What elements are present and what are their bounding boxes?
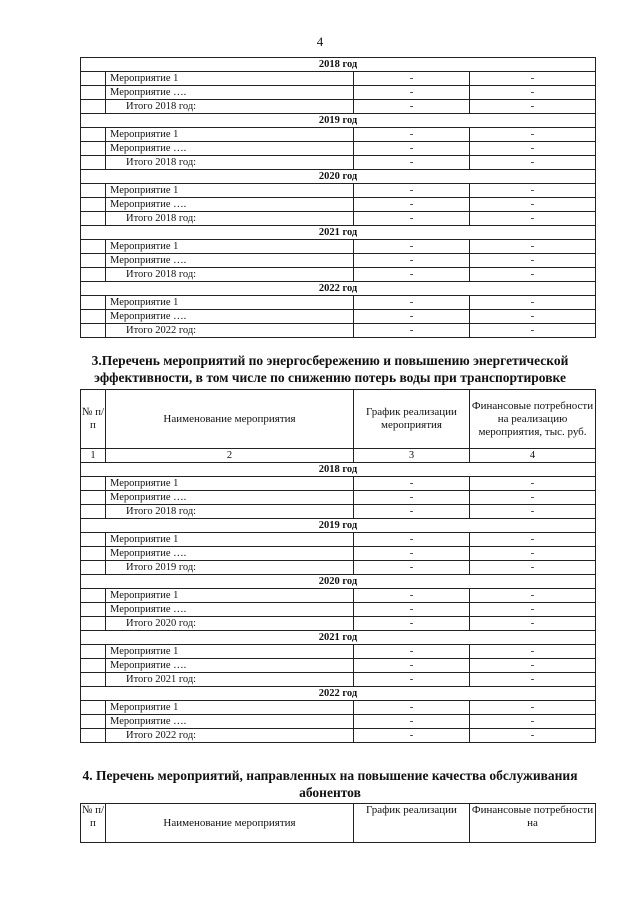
row-number-cell: [81, 603, 106, 617]
total-row: [81, 212, 596, 226]
year-row: [81, 114, 596, 128]
measure-name: Мероприятие 1: [106, 296, 354, 310]
financial-cell: -: [470, 673, 596, 687]
schedule-cell: -: [354, 491, 470, 505]
row-number-cell: [81, 184, 106, 198]
schedule-cell: -: [354, 86, 470, 100]
table-row: [81, 310, 596, 324]
table-row: [81, 701, 596, 715]
schedule-cell: -: [354, 561, 470, 575]
total-label: Итого 2020 год:: [106, 617, 354, 631]
row-number-cell: [81, 128, 106, 142]
col-index-2: 2: [106, 449, 354, 463]
schedule-cell: -: [354, 128, 470, 142]
row-number-cell: [81, 310, 106, 324]
total-row: [81, 324, 596, 338]
row-number-cell: [81, 533, 106, 547]
year-row: [81, 519, 596, 533]
table-row: [81, 198, 596, 212]
measure-name: Мероприятие ….: [106, 603, 354, 617]
schedule-cell: -: [354, 617, 470, 631]
table-row: [81, 547, 596, 561]
year-label: 2018 год: [81, 463, 596, 477]
row-number-cell: [81, 212, 106, 226]
financial-cell: -: [470, 310, 596, 324]
financial-cell: -: [470, 100, 596, 114]
measure-name: Мероприятие 1: [106, 72, 354, 86]
schedule-cell: -: [354, 254, 470, 268]
total-label: Итого 2022 год:: [106, 324, 354, 338]
row-number-cell: [81, 715, 106, 729]
financial-cell: -: [470, 645, 596, 659]
financial-cell: -: [470, 561, 596, 575]
row-number-cell: [81, 268, 106, 282]
schedule-cell: -: [354, 198, 470, 212]
row-number-cell: [81, 547, 106, 561]
measure-name: Мероприятие ….: [106, 310, 354, 324]
financial-cell: -: [470, 477, 596, 491]
financial-cell: -: [470, 296, 596, 310]
table-row: [81, 142, 596, 156]
total-label: Итого 2022 год:: [106, 729, 354, 743]
total-label: Итого 2018 год:: [106, 505, 354, 519]
measure-name: Мероприятие ….: [106, 254, 354, 268]
row-number-cell: [81, 645, 106, 659]
year-row: [81, 463, 596, 477]
schedule-cell: -: [354, 156, 470, 170]
table-row: [81, 254, 596, 268]
schedule-cell: -: [354, 659, 470, 673]
year-label: 2021 год: [81, 631, 596, 645]
year-label: 2022 год: [81, 687, 596, 701]
financial-cell: -: [470, 86, 596, 100]
total-row: [81, 561, 596, 575]
measure-name: Мероприятие ….: [106, 198, 354, 212]
schedule-cell: -: [354, 268, 470, 282]
col-index-4: 4: [470, 449, 596, 463]
schedule-cell: -: [354, 645, 470, 659]
measure-name: Мероприятие ….: [106, 86, 354, 100]
schedule-cell: -: [354, 324, 470, 338]
table-section-2-continued: [80, 57, 596, 338]
total-row: [81, 505, 596, 519]
financial-cell: -: [470, 198, 596, 212]
financial-cell: -: [470, 617, 596, 631]
schedule-cell: -: [354, 505, 470, 519]
table-section-4: [80, 803, 596, 843]
table-row: [81, 589, 596, 603]
financial-cell: -: [470, 589, 596, 603]
col-header-schedule-partial: График реализации: [354, 804, 470, 843]
year-label: 2018 год: [81, 58, 596, 72]
row-number-cell: [81, 477, 106, 491]
year-row: [81, 575, 596, 589]
financial-cell: -: [470, 72, 596, 86]
schedule-cell: -: [354, 142, 470, 156]
year-label: 2019 год: [81, 519, 596, 533]
year-label: 2019 год: [81, 114, 596, 128]
financial-cell: -: [470, 212, 596, 226]
measure-name: Мероприятие 1: [106, 701, 354, 715]
financial-cell: -: [470, 701, 596, 715]
total-row: [81, 100, 596, 114]
total-row: [81, 673, 596, 687]
row-number-cell: [81, 324, 106, 338]
year-label: 2020 год: [81, 575, 596, 589]
schedule-cell: -: [354, 184, 470, 198]
total-label: Итого 2018 год:: [106, 212, 354, 226]
row-number-cell: [81, 240, 106, 254]
year-row: [81, 631, 596, 645]
total-row: [81, 729, 596, 743]
table-row: [81, 72, 596, 86]
row-number-cell: [81, 589, 106, 603]
year-row: [81, 170, 596, 184]
total-label: Итого 2018 год:: [106, 268, 354, 282]
col-header-number: № п/п: [81, 804, 106, 843]
schedule-cell: -: [354, 589, 470, 603]
row-number-cell: [81, 72, 106, 86]
table-row: [81, 645, 596, 659]
row-number-cell: [81, 659, 106, 673]
financial-cell: -: [470, 142, 596, 156]
total-label: Итого 2021 год:: [106, 673, 354, 687]
row-number-cell: [81, 701, 106, 715]
measure-name: Мероприятие ….: [106, 659, 354, 673]
col-header-financial: Финансовые потребности на реализацию мероприятия, тыс. руб.: [470, 390, 596, 449]
section-3-heading: 3.Перечень мероприятий по энергосбережению и повышению энергетической эффективности, в том числе по снижению потерь воды при транспортировке: [91, 353, 569, 385]
table-row: [81, 86, 596, 100]
row-number-cell: [81, 729, 106, 743]
year-row: [81, 58, 596, 72]
measure-name: Мероприятие 1: [106, 240, 354, 254]
total-label: Итого 2018 год:: [106, 100, 354, 114]
col-index-3: 3: [354, 449, 470, 463]
measure-name: Мероприятие 1: [106, 184, 354, 198]
table-row: [81, 240, 596, 254]
col-header-name: Наименование мероприятия: [106, 390, 354, 449]
financial-cell: -: [470, 240, 596, 254]
page-number: 4: [316, 34, 324, 49]
section-4-heading: 4. Перечень мероприятий, направленных на повышение качества обслуживания абонентов: [82, 768, 578, 800]
financial-cell: -: [470, 324, 596, 338]
table-row: [81, 477, 596, 491]
row-number-cell: [81, 505, 106, 519]
table-row: [81, 184, 596, 198]
measure-name: Мероприятие ….: [106, 142, 354, 156]
financial-cell: -: [470, 603, 596, 617]
schedule-cell: -: [354, 715, 470, 729]
row-number-cell: [81, 156, 106, 170]
financial-cell: -: [470, 491, 596, 505]
financial-cell: -: [470, 547, 596, 561]
total-row: [81, 156, 596, 170]
year-row: [81, 282, 596, 296]
year-label: 2022 год: [81, 282, 596, 296]
measure-name: Мероприятие ….: [106, 715, 354, 729]
row-number-cell: [81, 142, 106, 156]
measure-name: Мероприятие 1: [106, 128, 354, 142]
schedule-cell: -: [354, 673, 470, 687]
measure-name: Мероприятие ….: [106, 491, 354, 505]
financial-cell: -: [470, 156, 596, 170]
row-number-cell: [81, 617, 106, 631]
year-row: [81, 687, 596, 701]
table-row: [81, 296, 596, 310]
row-number-cell: [81, 561, 106, 575]
schedule-cell: -: [354, 547, 470, 561]
row-number-cell: [81, 296, 106, 310]
table-row: [81, 715, 596, 729]
financial-cell: -: [470, 254, 596, 268]
row-number-cell: [81, 86, 106, 100]
schedule-cell: -: [354, 477, 470, 491]
schedule-cell: -: [354, 729, 470, 743]
financial-cell: -: [470, 505, 596, 519]
year-label: 2021 год: [81, 226, 596, 240]
measure-name: Мероприятие 1: [106, 589, 354, 603]
row-number-cell: [81, 491, 106, 505]
financial-cell: -: [470, 729, 596, 743]
financial-cell: -: [470, 268, 596, 282]
year-row: [81, 226, 596, 240]
table-row: [81, 603, 596, 617]
table-row: [81, 128, 596, 142]
table-row: [81, 533, 596, 547]
total-label: Итого 2018 год:: [106, 156, 354, 170]
schedule-cell: -: [354, 701, 470, 715]
table-row: [81, 659, 596, 673]
total-label: Итого 2019 год:: [106, 561, 354, 575]
financial-cell: -: [470, 128, 596, 142]
row-number-cell: [81, 673, 106, 687]
schedule-cell: -: [354, 240, 470, 254]
schedule-cell: -: [354, 310, 470, 324]
measure-name: Мероприятие 1: [106, 533, 354, 547]
table-section-3: [80, 389, 596, 743]
row-number-cell: [81, 254, 106, 268]
row-number-cell: [81, 198, 106, 212]
table-row: [81, 491, 596, 505]
financial-cell: -: [470, 715, 596, 729]
financial-cell: -: [470, 659, 596, 673]
row-number-cell: [81, 100, 106, 114]
total-row: [81, 268, 596, 282]
total-row: [81, 617, 596, 631]
col-header-financial-partial: Финансовые потребности на: [470, 804, 596, 843]
col-header-schedule: График реализации мероприятия: [354, 390, 470, 449]
schedule-cell: -: [354, 533, 470, 547]
financial-cell: -: [470, 533, 596, 547]
schedule-cell: -: [354, 603, 470, 617]
schedule-cell: -: [354, 212, 470, 226]
col-header-name: Наименование мероприятия: [106, 804, 354, 843]
measure-name: Мероприятие 1: [106, 645, 354, 659]
col-index-1: 1: [81, 449, 106, 463]
schedule-cell: -: [354, 72, 470, 86]
measure-name: Мероприятие ….: [106, 547, 354, 561]
col-header-number: № п/п: [81, 390, 106, 449]
schedule-cell: -: [354, 100, 470, 114]
measure-name: Мероприятие 1: [106, 477, 354, 491]
financial-cell: -: [470, 184, 596, 198]
schedule-cell: -: [354, 296, 470, 310]
year-label: 2020 год: [81, 170, 596, 184]
